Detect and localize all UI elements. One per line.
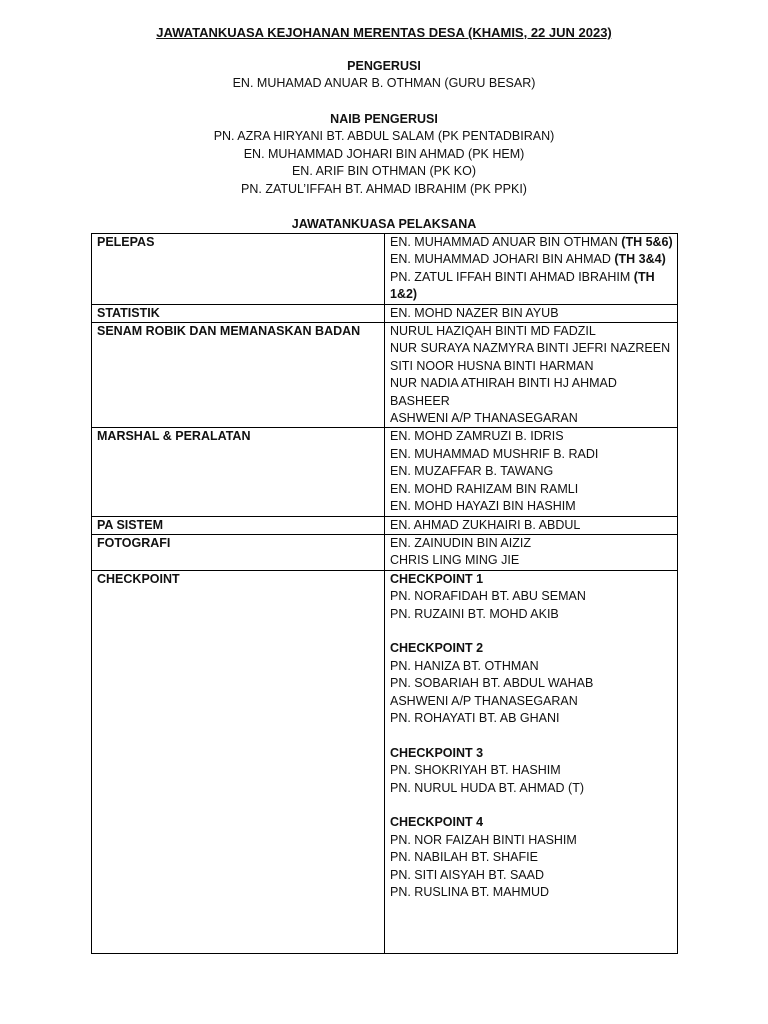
person-name: SITI NOOR HUSNA BINTI HARMAN <box>390 358 594 373</box>
person-name: PN. ROHAYATI BT. AB GHANI <box>390 710 560 725</box>
vice-chairman-name: PN. AZRA HIRYANI BT. ABDUL SALAM (PK PENTADBIRAN) <box>213 129 555 144</box>
person-entry <box>390 269 673 304</box>
person-name: PN. ZATUL IFFAH BINTI AHMAD IBRAHIM <box>390 269 631 284</box>
people-cell <box>385 304 678 322</box>
person-name: EN. MOHD HAYAZI BIN HASHIM <box>390 499 576 514</box>
person-name: EN. AHMAD ZUKHAIRI B. ABDUL <box>390 517 581 532</box>
table-row <box>92 534 678 570</box>
spacer <box>390 901 673 953</box>
person-name: EN. MUHAMMAD MUSHRIF B. RADI <box>390 446 599 461</box>
person-name: PN. SOBARIAH BT. ABDUL WAHAB <box>390 676 594 691</box>
person-name: EN. MOHD NAZER BIN AYUB <box>390 305 559 320</box>
table-row <box>92 428 678 516</box>
person-name: EN. ZAINUDIN BIN AIZIZ <box>390 535 531 550</box>
person-name: PN. NABILAH BT. SHAFIE <box>390 850 538 865</box>
role-cell: FOTOGRAFI <box>92 534 385 570</box>
vice-chairman-name: EN. ARIF BIN OTHMAN (PK KO) <box>291 164 477 179</box>
table-row-checkpoint <box>92 570 678 954</box>
person-name: EN. MOHD RAHIZAM BIN RAMLI <box>390 481 579 496</box>
role-cell: STATISTIK <box>92 304 385 322</box>
vice-chairman-heading: NAIB PENGERUSI <box>330 112 438 126</box>
checkpoint-heading: CHECKPOINT 2 <box>390 641 484 656</box>
people-cell <box>385 534 678 570</box>
checkpoint-heading: CHECKPOINT 1 <box>390 571 484 586</box>
person-name: EN. MOHD ZAMRUZI B. IDRIS <box>390 429 564 444</box>
checkpoint-heading: CHECKPOINT 3 <box>390 745 484 760</box>
person-name: NURUL HAZIQAH BINTI MD FADZIL <box>390 324 596 339</box>
executive-committee-heading: JAWATANKUASA PELAKSANA <box>291 217 477 231</box>
spacer <box>390 797 673 814</box>
person-name: PN. NOR FAIZAH BINTI HASHIM <box>390 832 577 847</box>
people-cell <box>385 323 678 428</box>
person-name: PN. NURUL HUDA BT. AHMAD (T) <box>390 780 585 795</box>
vice-chairman-name: PN. ZATUL’IFFAH BT. AHMAD IBRAHIM (PK PPKI) <box>241 181 527 196</box>
vice-chairman-section <box>0 111 768 198</box>
role-cell: PELEPAS <box>92 234 385 305</box>
person-name: EN. MUHAMMAD ANUAR BIN OTHMAN <box>390 235 618 249</box>
table-row <box>92 234 678 305</box>
table-row <box>92 516 678 534</box>
person-name: PN. SHOKRIYAH BT. HASHIM <box>390 763 561 778</box>
spacer <box>390 727 673 744</box>
table-row <box>92 304 678 322</box>
spacer <box>390 623 673 640</box>
person-name: PN. HANIZA BT. OTHMAN <box>390 658 539 673</box>
person-note: (TH 3&4) <box>614 252 666 267</box>
person-name: NUR NADIA ATHIRAH BINTI HJ AHMAD BASHEER <box>390 376 617 408</box>
role-cell: CHECKPOINT <box>92 570 385 954</box>
checkpoint-heading: CHECKPOINT 4 <box>390 815 484 830</box>
document-title: JAWATANKUASA KEJOHANAN MERENTAS DESA (KHAMIS, 22 JUN 2023) <box>156 25 612 40</box>
person-name: PN. RUZAINI BT. MOHD AKIB <box>390 606 559 621</box>
executive-committee-table <box>91 233 678 954</box>
table-row <box>92 323 678 428</box>
people-cell <box>385 516 678 534</box>
people-cell <box>385 428 678 516</box>
person-name: CHRIS LING MING JIE <box>390 553 520 568</box>
person-entry <box>390 251 673 268</box>
person-note: (TH 1&2) <box>390 269 655 302</box>
chairman-name: EN. MUHAMAD ANUAR B. OTHMAN (GURU BESAR) <box>232 76 536 91</box>
person-name: PN. RUSLINA BT. MAHMUD <box>390 884 550 899</box>
person-name: EN. MUHAMMAD JOHARI BIN AHMAD <box>390 252 611 267</box>
vice-chairman-name: EN. MUHAMMAD JOHARI BIN AHMAD (PK HEM) <box>243 146 525 161</box>
person-entry <box>390 234 673 251</box>
role-cell: SENAM ROBIK DAN MEMANASKAN BADAN <box>92 323 385 428</box>
person-name: PN. NORAFIDAH BT. ABU SEMAN <box>390 589 586 604</box>
chairman-heading: PENGERUSI <box>347 59 421 73</box>
role-cell: PA SISTEM <box>92 516 385 534</box>
person-name: ASHWENI A/P THANASEGARAN <box>390 693 578 708</box>
person-name: PN. SITI AISYAH BT. SAAD <box>390 867 544 882</box>
person-name: NUR SURAYA NAZMYRA BINTI JEFRI NAZREEN <box>390 341 671 356</box>
checkpoint-cell <box>385 570 678 954</box>
role-cell: MARSHAL & PERALATAN <box>92 428 385 516</box>
person-name: ASHWENI A/P THANASEGARAN <box>390 411 578 426</box>
person-note: (TH 5&6) <box>621 235 673 249</box>
person-name: EN. MUZAFFAR B. TAWANG <box>390 464 554 479</box>
people-cell <box>385 234 678 305</box>
chairman-section <box>0 58 768 93</box>
